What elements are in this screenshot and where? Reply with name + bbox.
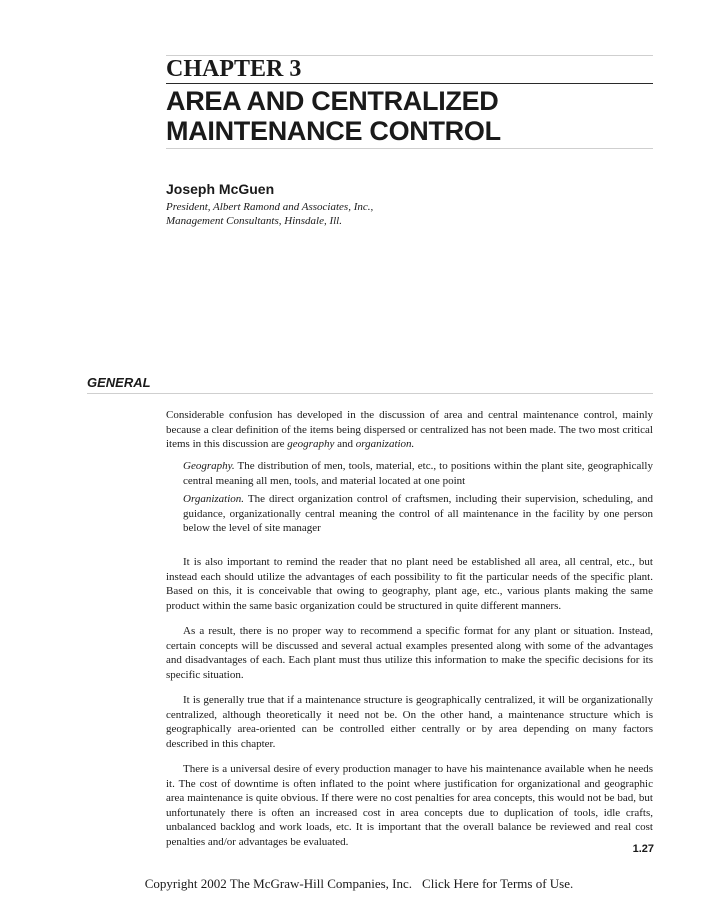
definition-term: Organization. xyxy=(183,493,245,505)
definition-text: The distribution of men, tools, material, etc., to positions within the plant site, geographically central meaning all men, tools, and material located at one point xyxy=(183,460,653,487)
intro-paragraph xyxy=(166,408,653,452)
author-affiliation xyxy=(166,200,373,228)
body-paragraph: There is a universal desire of every production manager to have his maintenance available when he needs it. The cost of downtime is often inflated to the point where justification for organizational and geographic area maintenance is quite obvious. If there were no cost penalties for area concepts, this would not be bad, but unfortunately there is often an increased cost in area concepts due to duplication of tools, idle crafts, unbalanced backlog and work loads, etc. It is important that the overall balance be reviewed and real cost penalties and/or advantages be evaluated. xyxy=(166,763,653,848)
definition-term: Geography. xyxy=(183,460,235,472)
section-rule xyxy=(87,393,653,394)
author-name: Joseph McGuen xyxy=(166,181,275,197)
body-paragraph: It is also important to remind the reader that no plant need be established all area, all central, etc., but instead each should utilize the advantages of each possibility to fit the particular needs of the specific plant. Based on this, it is conceivable that owing to geography, plant age, etc., various plants making the same product within the same basic organization could be structured in quite different manners. xyxy=(166,556,653,612)
body-text xyxy=(166,544,653,860)
affiliation-line-1: President, Albert Ramond and Associates, Inc., xyxy=(166,201,374,213)
chapter-title xyxy=(166,86,501,146)
chapter-title-line-2: MAINTENANCE CONTROL xyxy=(166,116,501,146)
body-paragraph: It is generally true that if a maintenance structure is geographically centralized, it will be organizationally centralized, although theoretically it need not be. On the other hand, a maintenance structure which is geographically area-oriented can be controlled either centrally or by area depending on many factors described in this chapter. xyxy=(166,694,653,750)
affiliation-line-2: Management Consultants, Hinsdale, Ill. xyxy=(166,215,342,227)
title-bottom-rule xyxy=(166,148,653,149)
chapter-number: CHAPTER 3 xyxy=(166,56,302,82)
terms-of-use-link[interactable]: Click Here for Terms of Use. xyxy=(422,876,574,891)
definitions-list xyxy=(183,459,653,540)
footer xyxy=(0,876,718,892)
intro-text-2: and xyxy=(334,438,356,450)
intro-text-1: Considerable confusion has developed in the discussion of area and central maintenance control, mainly because a clear definition of the items being dispersed or centralized has not been made. The two most critical items in this discussion are xyxy=(166,409,653,450)
copyright-text: Copyright 2002 The McGraw-Hill Companies, Inc. xyxy=(144,876,413,891)
definition-text: The direct organization control of craftsmen, including their supervision, scheduling, and guidance, organizationally central meaning the control of all maintenance in the facility by one person below the level of site manager xyxy=(183,493,653,534)
definition-geography xyxy=(183,459,653,488)
definition-organization xyxy=(183,492,653,536)
chapter-title-line-1: AREA AND CENTRALIZED xyxy=(166,86,499,116)
section-heading: GENERAL xyxy=(87,375,151,390)
term-geography: geography xyxy=(287,438,335,450)
chapter-rule xyxy=(166,83,653,84)
page-number: 1.27 xyxy=(632,843,654,855)
body-paragraph: As a result, there is no proper way to recommend a specific format for any plant or situation. Instead, certain concepts will be discussed and several actual examples presented along with some of the advantages and disadvantages of each. Each plant must thus utilize this information to make the specific decisions for its specific situation. xyxy=(166,625,653,681)
term-organization: organization. xyxy=(355,438,415,450)
